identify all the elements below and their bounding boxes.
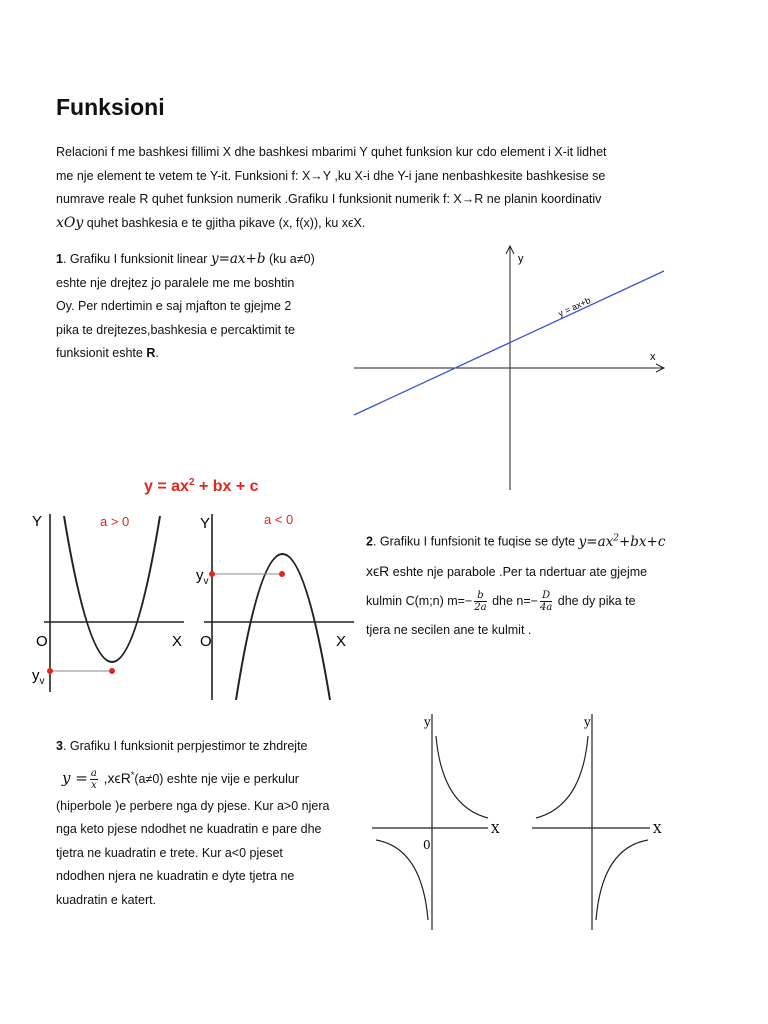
parabola-up-panel — [32, 513, 184, 692]
intro-line — [56, 212, 696, 236]
parabola-up-curve — [64, 516, 160, 662]
section-number: 1 — [56, 252, 63, 266]
parabola-title — [144, 477, 259, 495]
origin-label: O — [200, 633, 212, 650]
origin-label: O — [36, 633, 48, 650]
section-line: (hiperbole )e perbere nga dy pjese. Kur a>0 njera — [56, 798, 330, 813]
x-axis-label: x — [650, 351, 656, 363]
section-quadratic — [366, 524, 706, 645]
intro-line: numrave reale R quhet funksion numerik .Grafiku I funksionit numerik f: X→R ne planin koordinativ — [56, 192, 602, 206]
section-line: ndodhen njera ne kuadratin e dyte tjetra ne — [56, 869, 295, 884]
section-line — [56, 759, 366, 795]
section-text: dhe n=− — [488, 593, 538, 608]
section-line — [366, 524, 706, 557]
parabola-title-part: y = ax — [144, 478, 189, 495]
linear-function-line — [354, 271, 664, 415]
y-axis-label: y — [518, 253, 524, 265]
section-line: kuadratin e katert. — [56, 892, 157, 907]
y-axis-label: y — [584, 715, 591, 729]
fraction-d-4a: $\frac{D}{4a}$ — [539, 589, 553, 613]
x-axis-label: X — [336, 633, 347, 650]
hyperbola-formula: y = — [62, 768, 88, 787]
domain-text: ,xϵR — [99, 769, 131, 786]
section-text: . — [155, 346, 159, 360]
section-text: (ku a≠0) — [265, 252, 315, 266]
section-line: Oy. Per ndertimin e saj mjafton te gjejme 2 — [56, 299, 292, 313]
section-text: (a≠0) eshte nje vije e perkulur — [134, 771, 299, 786]
domain-r: R — [146, 346, 156, 360]
section-line — [56, 342, 356, 366]
section-line — [366, 587, 706, 616]
hyperbola-branch-q1 — [436, 736, 488, 818]
page-title: Funksioni — [56, 94, 165, 120]
vertex-y-label: $y_v$ — [32, 667, 45, 687]
origin-label: 0 — [423, 838, 431, 852]
x-axis-label: X — [491, 822, 500, 836]
section-number: 3 — [56, 739, 63, 753]
section-line: eshte nje drejtez jo paralele me me boshtin — [56, 275, 295, 290]
section-line: pika te drejtezes,bashkesia e percaktimit te — [56, 322, 296, 337]
intro-text: quhet bashkesia e te gjitha pikave (x, f(x)), ku xϵX. — [83, 215, 366, 230]
quadratic-formula: $y=ax^2+bx+c$ — [578, 533, 666, 550]
vertex-point — [279, 571, 285, 577]
vertex-projection-point — [209, 571, 215, 577]
domain-sup: * — [130, 769, 135, 780]
vertex-projection-point — [47, 668, 53, 674]
section-line — [56, 248, 356, 272]
section-text: . Grafiku I funksionit perpjestimor te zhdrejte — [62, 739, 308, 753]
section-text: dhe dy pika te — [554, 593, 636, 608]
section-text: . Grafiku I funfsionit te fuqise se dyte — [372, 534, 579, 549]
parabola-title-part: + bx + c — [194, 478, 259, 495]
intro-line: Relacioni f me bashkesi fillimi X dhe bashkesi mbarimi Y quhet funksion kur cdo element i X-it lidhet — [56, 145, 607, 159]
hyperbola-branch-q2 — [536, 736, 588, 818]
line-equation-label: y = ax+b — [556, 295, 593, 319]
fraction-b-2a: $\frac{b}{2a}$ — [474, 589, 487, 613]
parabola-down-panel — [196, 512, 354, 700]
section-text: . Grafiku I funksionit linear — [62, 252, 211, 266]
condition-label: a < 0 — [264, 512, 294, 527]
x-axis-label: X — [172, 633, 183, 650]
domain-text: xϵR — [366, 562, 390, 579]
y-axis-label: Y — [32, 513, 43, 530]
hyperbola-branch-q4 — [596, 840, 648, 920]
section-line: tjetra ne kuadratin e trete. Kur a<0 pjeset — [56, 845, 283, 860]
intro-paragraph — [56, 141, 696, 235]
condition-label: a > 0 — [100, 514, 130, 529]
intro-line: me nje element te vetem te Y-it. Funksioni f: X→Y ,ku X-i dhe Y-i jane nenbashkesite bashkesise se — [56, 168, 606, 183]
section-text: kulmin C(m;n) m=− — [366, 593, 473, 608]
vertex-y-label: $y_v$ — [196, 567, 209, 587]
section-text: funksionit eshte — [56, 346, 147, 360]
section-line — [366, 557, 706, 587]
y-axis-label: y — [424, 715, 431, 729]
section-line — [56, 735, 366, 759]
section-linear — [56, 248, 356, 366]
hyperbola-negative-panel — [532, 714, 662, 930]
xoy-plane: xOy — [56, 214, 84, 231]
linear-formula: y=ax+b — [210, 251, 266, 267]
section-line: tjera ne secilen ane te kulmit . — [366, 622, 532, 637]
linear-graph — [350, 240, 670, 492]
fraction-a-x: $\frac{a}{x}$ — [90, 767, 97, 791]
parabola-graphs — [24, 468, 364, 704]
hyperbola-branch-q3 — [376, 840, 428, 920]
hyperbola-positive-panel — [372, 714, 500, 930]
parabola-title-sup: 2 — [188, 477, 195, 488]
section-text: eshte nje parabole .Per ta ndertuar ate gjejme — [389, 564, 648, 579]
y-axis-label: Y — [200, 515, 211, 532]
section-hyperbola — [56, 735, 366, 912]
hyperbola-graphs — [370, 706, 670, 932]
vertex-point — [109, 668, 115, 674]
section-number: 2 — [366, 534, 373, 549]
section-line: nga keto pjese ndodhet ne kuadratin e pare dhe — [56, 822, 322, 837]
x-axis-label: X — [653, 822, 662, 836]
